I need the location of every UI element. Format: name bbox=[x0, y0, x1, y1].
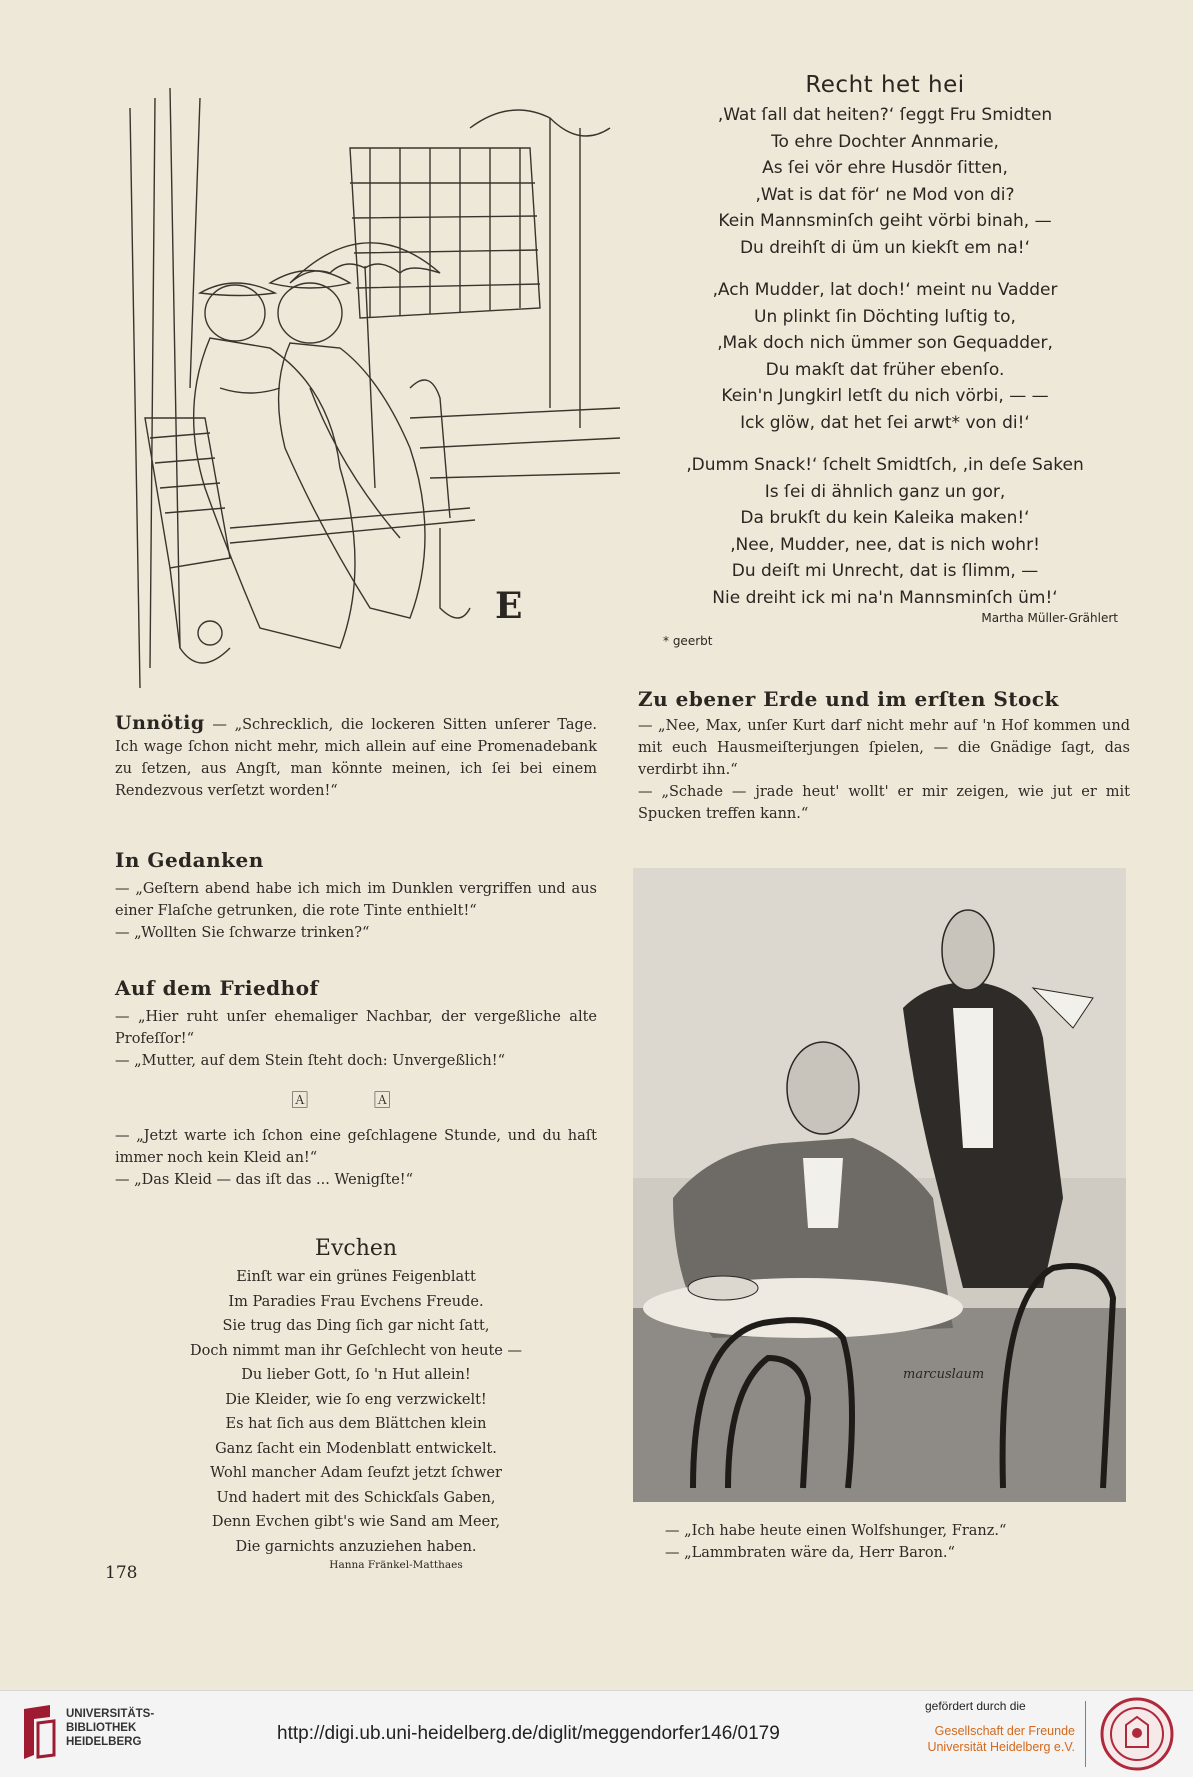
artist-signature: marcuslaum bbox=[903, 1367, 985, 1382]
verse-line: ‚Wat ſall dat heiten?‘ ſeggt Fru Smidten bbox=[717, 105, 1053, 125]
joke-paragraph: — „Wollten Sie ſchwarze trinken?“ bbox=[115, 925, 370, 941]
sponsor-name-line: Universität Heidelberg e.V. bbox=[927, 1740, 1075, 1754]
joke-text-line1: — „Schrecklich, die lockeren Sitten unſerer bbox=[204, 717, 550, 733]
joke-paragraph: — „Schade — jrade heut' wollt' er mir zeigen, wie jut er mit Spucken treffen kann.“ bbox=[638, 784, 1130, 822]
verse-line: Denn Evchen gibt's wie Sand am Meer, bbox=[211, 1514, 501, 1530]
verse-line: Du lieber Gott, ſo 'n Hut allein! bbox=[241, 1367, 471, 1383]
digitization-footer bbox=[0, 1690, 1193, 1777]
joke-paragraph: — „Hier ruht unſer ehemaliger Nachbar, der vergeßliche alte Profeſſor!“ bbox=[115, 1009, 597, 1047]
verse-line: Ick glöw, dat het ſei arwt* von di!‘ bbox=[740, 412, 1030, 433]
ornament-divider: 🄰 🄰 bbox=[291, 1091, 421, 1111]
verse-line: ‚Nee, Mudder, nee, dat is nich wohr! bbox=[730, 534, 1040, 555]
seal-svg bbox=[1100, 1697, 1174, 1771]
poem-stanza-3 bbox=[630, 452, 1140, 611]
permalink-url[interactable]: http://digi.ub.uni-heidelberg.de/diglit/meggendorfer146/0179 bbox=[277, 1723, 780, 1744]
verse-line: Du makſt dat früher ebenſo. bbox=[765, 359, 1005, 380]
sponsor-name-line: Gesellschaft der Freunde bbox=[934, 1724, 1075, 1738]
joke-title: Zu ebener Erde und im erſten Stock bbox=[638, 687, 1059, 711]
poem-footnote: * geerbt bbox=[663, 634, 713, 648]
joke-paragraph: — „Jetzt warte ich ſchon eine geſchlagene Stunde, und du haſt immer noch kein Kleid an!“ bbox=[115, 1128, 597, 1166]
illustration-caption bbox=[665, 1520, 1135, 1564]
poem-title: Recht het hei bbox=[805, 72, 965, 98]
poem-recht-het-hei bbox=[630, 72, 1140, 625]
joke-title: In Gedanken bbox=[115, 848, 264, 872]
poem-title: Evchen bbox=[314, 1236, 398, 1261]
verse-line: Sie trug das Ding ſich gar nicht ſatt, bbox=[222, 1318, 490, 1334]
verse-line: Is ſei di ähnlich ganz un gor, bbox=[764, 481, 1006, 502]
caption-line: — „Ich habe heute einen Wolfshunger, Franz.“ bbox=[665, 1523, 1007, 1539]
poem-author: Hanna Fränkel-Matthaes bbox=[329, 1559, 463, 1571]
joke-paragraph: — „Geſtern abend habe ich mich im Dunklen vergriffen und aus einer Flaſche getrunken, die rote Tinte enthielt!“ bbox=[115, 881, 597, 919]
joke-paragraph: — „Nee, Max, unſer Kurt darf nicht mehr auf 'n Hof kommen und mit euch Hausmeiſterjungen ſpielen, — die Gnädige ſagt, das verdirbt ihn.“ bbox=[638, 718, 1130, 778]
verse-line: Und hadert mit des Schickſals Gaben, bbox=[216, 1489, 496, 1506]
joke-title: Unnötig bbox=[115, 712, 205, 734]
joke-in-gedanken bbox=[115, 848, 597, 944]
verse-line: ‚Wat is dat för‘ ne Mod von di? bbox=[755, 184, 1015, 205]
verse-line: Kein Mannsminſch geiht vörbi binah, — bbox=[718, 211, 1052, 231]
poem-evchen bbox=[115, 1236, 597, 1571]
library-name bbox=[66, 1707, 154, 1749]
joke-unnoetig bbox=[115, 712, 597, 802]
poem-body bbox=[115, 1265, 597, 1559]
library-logo-icon bbox=[20, 1703, 58, 1761]
bench-illustration bbox=[110, 88, 620, 698]
library-name-line: HEIDELBERG bbox=[66, 1736, 142, 1748]
verse-line: Einſt war ein grünes Feigenblatt bbox=[236, 1269, 476, 1285]
page-number: 178 bbox=[105, 1563, 138, 1583]
monogram-mark: E bbox=[495, 585, 523, 627]
restaurant-illustration bbox=[633, 868, 1126, 1502]
verse-line: To ehre Dochter Annmarie, bbox=[771, 131, 999, 152]
verse-line: Die Kleider, wie ſo eng verzwickelt! bbox=[225, 1391, 487, 1408]
verse-line: Un plinkt ſin Döchting luſtig to, bbox=[754, 306, 1016, 327]
verse-line: Du deiſt mi Unrecht, dat is ſlimm, — bbox=[731, 561, 1039, 581]
joke-text: Tage. Ich wage ſchon nicht mehr, mich allein auf eine Promenadebank zu ſetzen, aus Angſt, man könnte meinen, ich ſei bei einem Rendezvous verſetzt worden!“ bbox=[115, 717, 598, 799]
sponsor-divider bbox=[1085, 1701, 1086, 1767]
poem-stanza-2 bbox=[630, 277, 1140, 436]
verse-line: Im Paradies Frau Evchens Freude. bbox=[228, 1293, 484, 1310]
joke-zu-ebener-erde bbox=[638, 687, 1130, 825]
verse-line: ‚Ach Mudder, lat doch!‘ meint nu Vadder bbox=[712, 280, 1058, 300]
bench-drawing bbox=[110, 88, 620, 698]
verse-line: Nie dreiht ick mi na'n Mannsminſch üm!‘ bbox=[712, 587, 1058, 608]
university-seal-icon bbox=[1100, 1697, 1174, 1771]
joke-friedhof bbox=[115, 976, 597, 1191]
joke-paragraph: — „Das Kleid — das iſt das ... Wenigſte!“ bbox=[115, 1172, 414, 1188]
restaurant-drawing bbox=[633, 868, 1126, 1502]
sponsor-caption: gefördert durch die bbox=[925, 1699, 1026, 1713]
verse-line: Es hat ſich aus dem Blättchen klein bbox=[225, 1416, 487, 1432]
joke-title: Auf dem Friedhof bbox=[115, 976, 319, 1000]
verse-line: As ſei vör ehre Husdör ſitten, bbox=[762, 158, 1008, 178]
library-name-line: UNIVERSITÄTS- bbox=[66, 1708, 155, 1720]
sponsor-name bbox=[925, 1723, 1075, 1755]
joke-paragraph: — „Mutter, auf dem Stein ſteht doch: Unvergeßlich!“ bbox=[115, 1053, 506, 1069]
verse-line: Doch nimmt man ihr Geſchlecht von heute — bbox=[190, 1342, 522, 1359]
library-logo-svg bbox=[20, 1703, 58, 1761]
caption-line: — „Lammbraten wäre da, Herr Baron.“ bbox=[665, 1545, 955, 1561]
library-name-line: BIBLIOTHEK bbox=[66, 1722, 137, 1734]
poem-stanza-1 bbox=[630, 102, 1140, 261]
verse-line: Ganz ſacht ein Modenblatt entwickelt. bbox=[215, 1440, 497, 1457]
verse-line: Wohl mancher Adam ſeufzt jetzt ſchwer bbox=[210, 1465, 502, 1481]
verse-line: Da brukſt du kein Kaleika maken!‘ bbox=[740, 508, 1030, 528]
verse-line: Du dreihſt di üm un kiekſt em na!‘ bbox=[739, 237, 1031, 258]
verse-line: ‚Dumm Snack!‘ ſchelt Smidtſch, ‚in deſe Saken bbox=[686, 455, 1084, 475]
verse-line: ‚Mak doch nich ümmer son Gequadder, bbox=[717, 333, 1053, 353]
verse-line: Die garnichts anzuziehen haben. bbox=[235, 1538, 477, 1555]
poem-author: Martha Müller-Grählert bbox=[981, 611, 1118, 625]
verse-line: Kein'n Jungkirl letſt du nich vörbi, — — bbox=[721, 386, 1049, 406]
